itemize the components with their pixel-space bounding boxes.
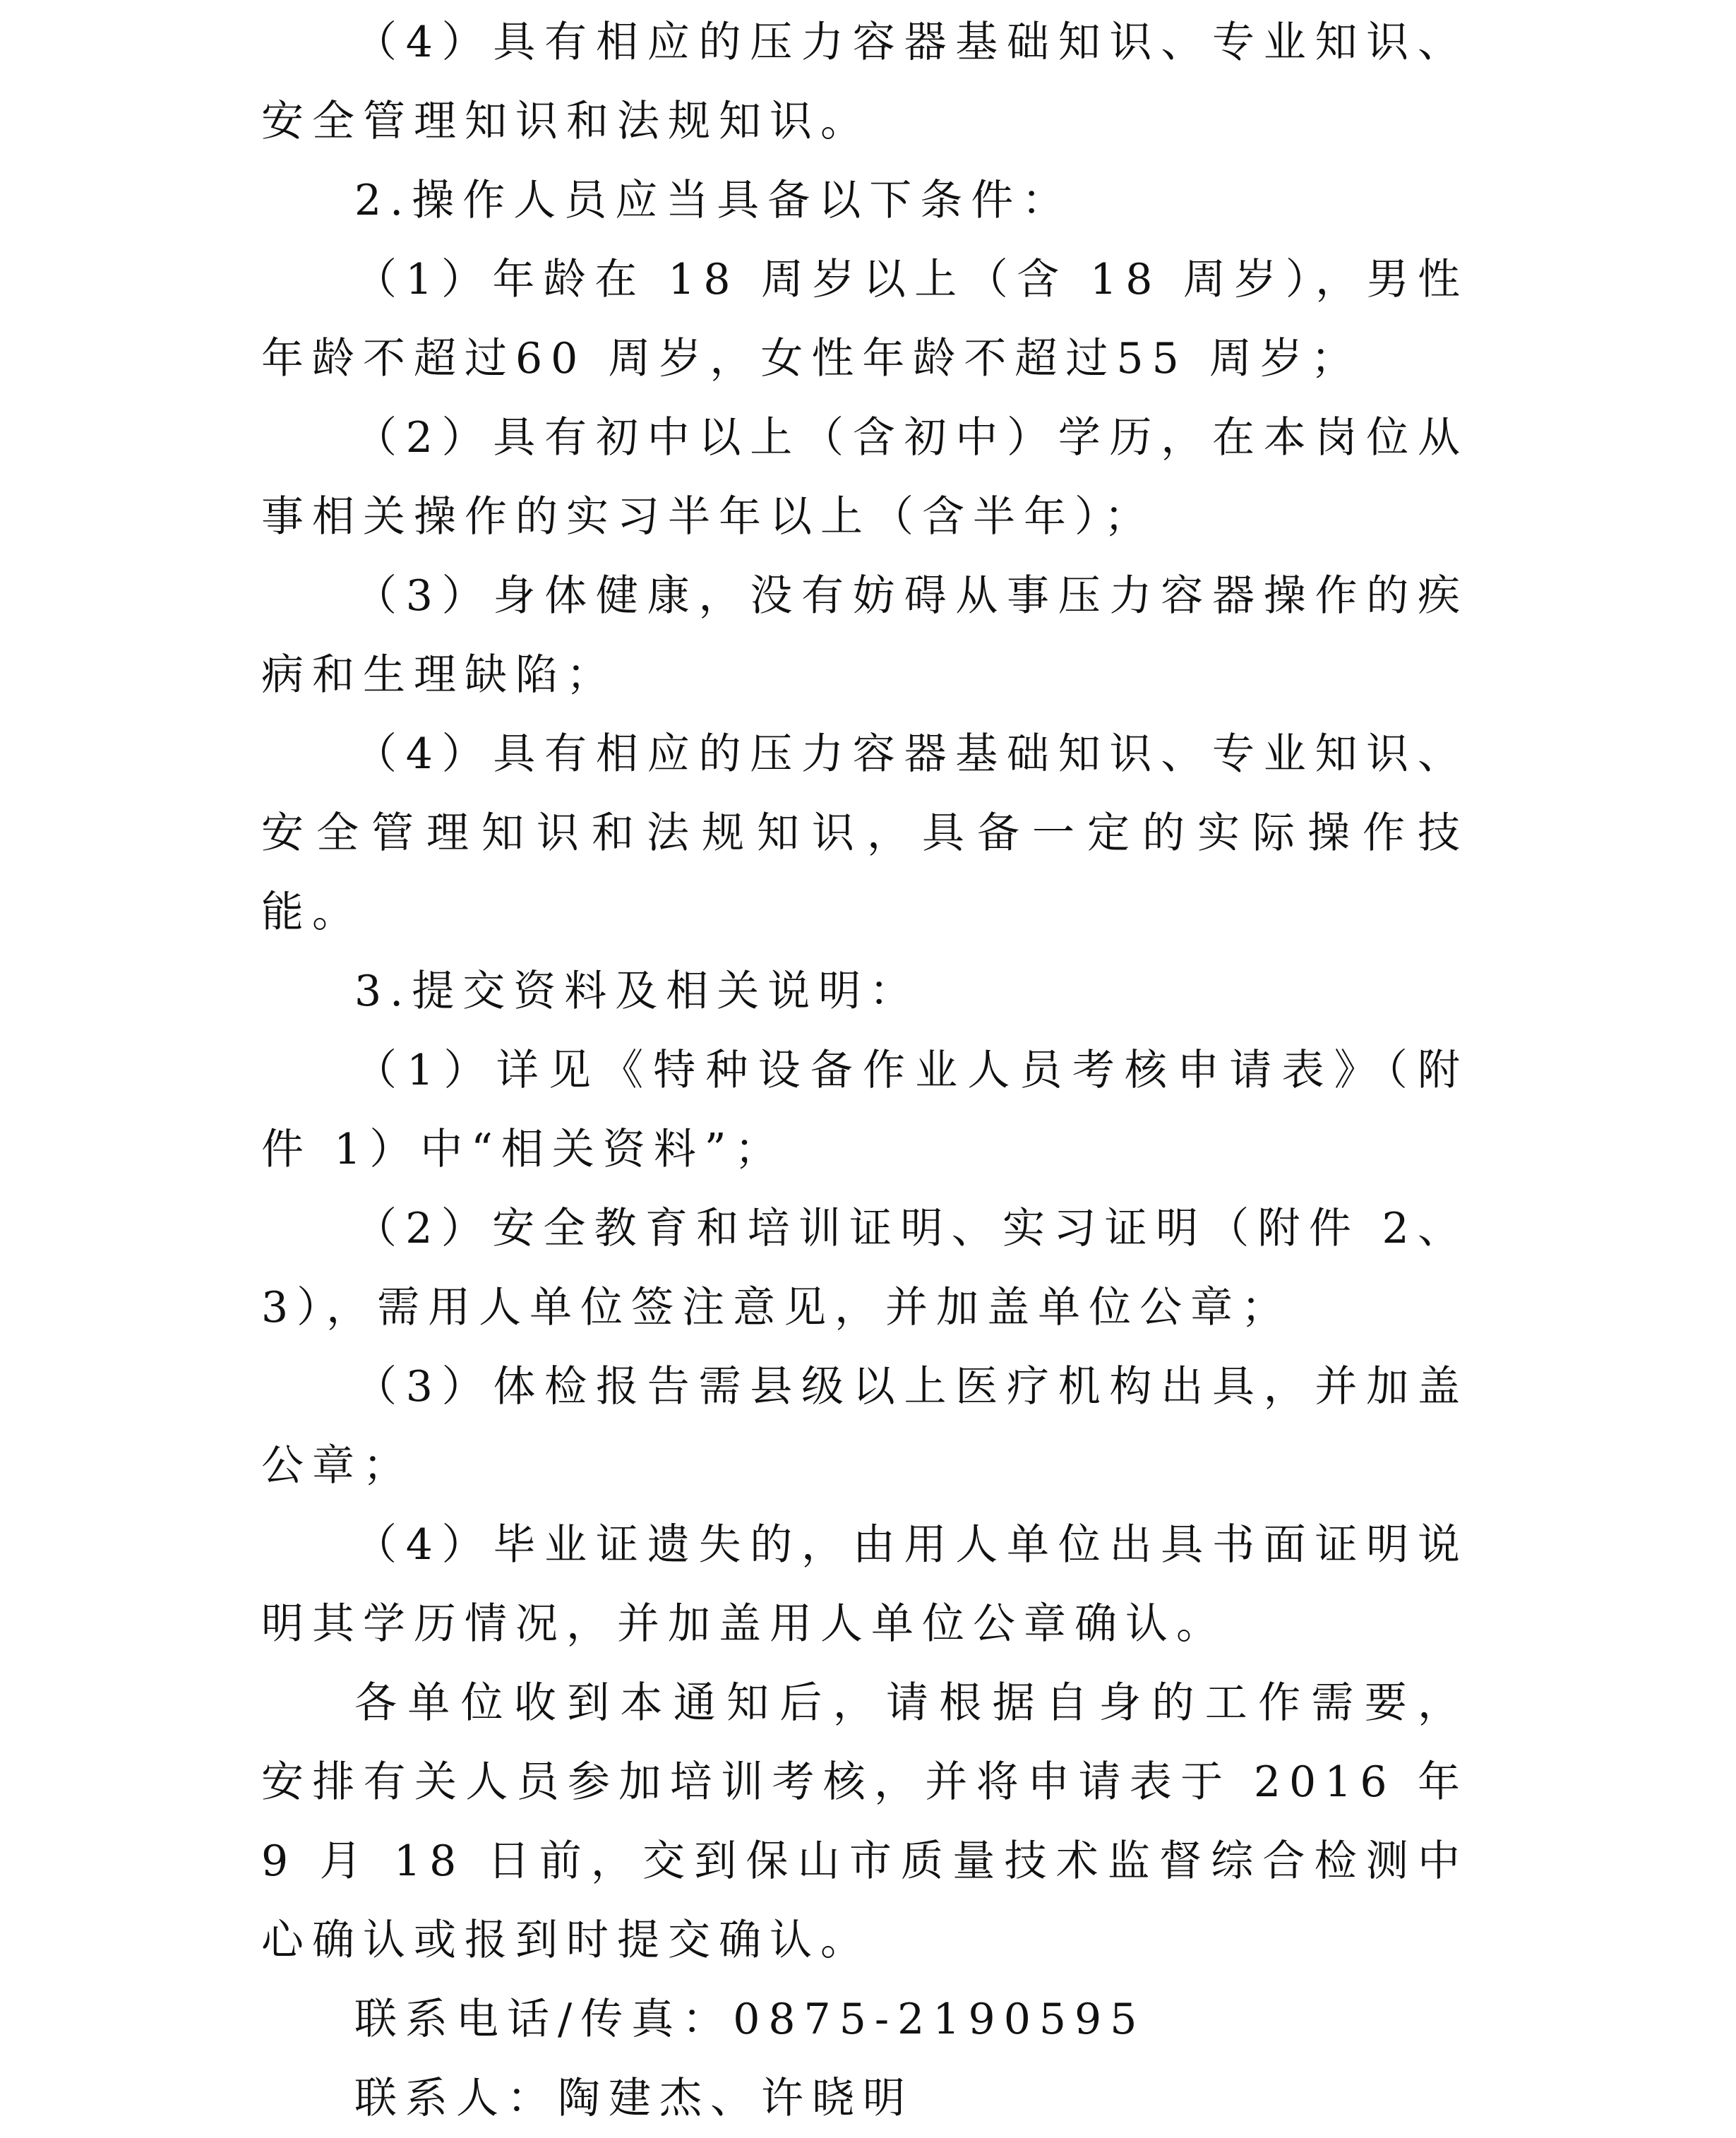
paragraph-application-form: （1）详见《特种设备作业人员考核申请表》（附件 1）中“相关资料”； [261,1046,1468,1174]
document-body [261,3,1491,2138]
contact-phone-fax: 联系电话/传真：0875-2190595 [354,1995,1146,2044]
paragraph-education-requirement: （2）具有初中以上（含初中）学历，在本岗位从事相关操作的实习半年以上（含半年）； [261,413,1468,542]
paragraph-lost-diploma: （4）毕业证遗失的，由用人单位出具书面证明说明其学历情况，并加盖用人单位公章确认。 [261,1520,1468,1649]
paragraph-pressure-vessel-knowledge: （4）具有相应的压力容器基础知识、专业知识、安全管理知识和法规知识。 [261,18,1468,146]
contact-persons: 联系人：陶建杰、许晓明 [354,2074,914,2123]
paragraph-health-requirement: （3）身体健康，没有妨碍从事压力容器操作的疾病和生理缺陷； [261,571,1468,700]
paragraph-training-proof: （2）安全教育和培训证明、实习证明（附件 2、3），需用人单位签注意见，并加盖单位公章； [261,1204,1468,1332]
paragraph-age-requirement: （1）年龄在 18 周岁以上（含 18 周岁），男性年龄不超过60 周岁，女性年龄不超过55 周岁； [261,255,1468,383]
paragraph-medical-report: （3）体检报告需县级以上医疗机构出具，并加盖公章； [261,1362,1468,1491]
paragraph-notice-instructions: 各单位收到本通知后，请根据自身的工作需要，安排有关人员参加培训考核，并将申请表于 2016 年 9 月 18 日前，交到保山市质量技术监督综合检测中心确认或报到时提交确认。 [261,1678,1491,1965]
heading-operator-conditions: 2.操作人员应当具备以下条件： [354,176,1073,225]
paragraph-knowledge-skills-requirement: （4）具有相应的压力容器基础知识、专业知识、安全管理知识和法规知识，具备一定的实际操作技能。 [261,729,1468,937]
heading-submission-materials: 3.提交资料及相关说明： [354,967,921,1016]
